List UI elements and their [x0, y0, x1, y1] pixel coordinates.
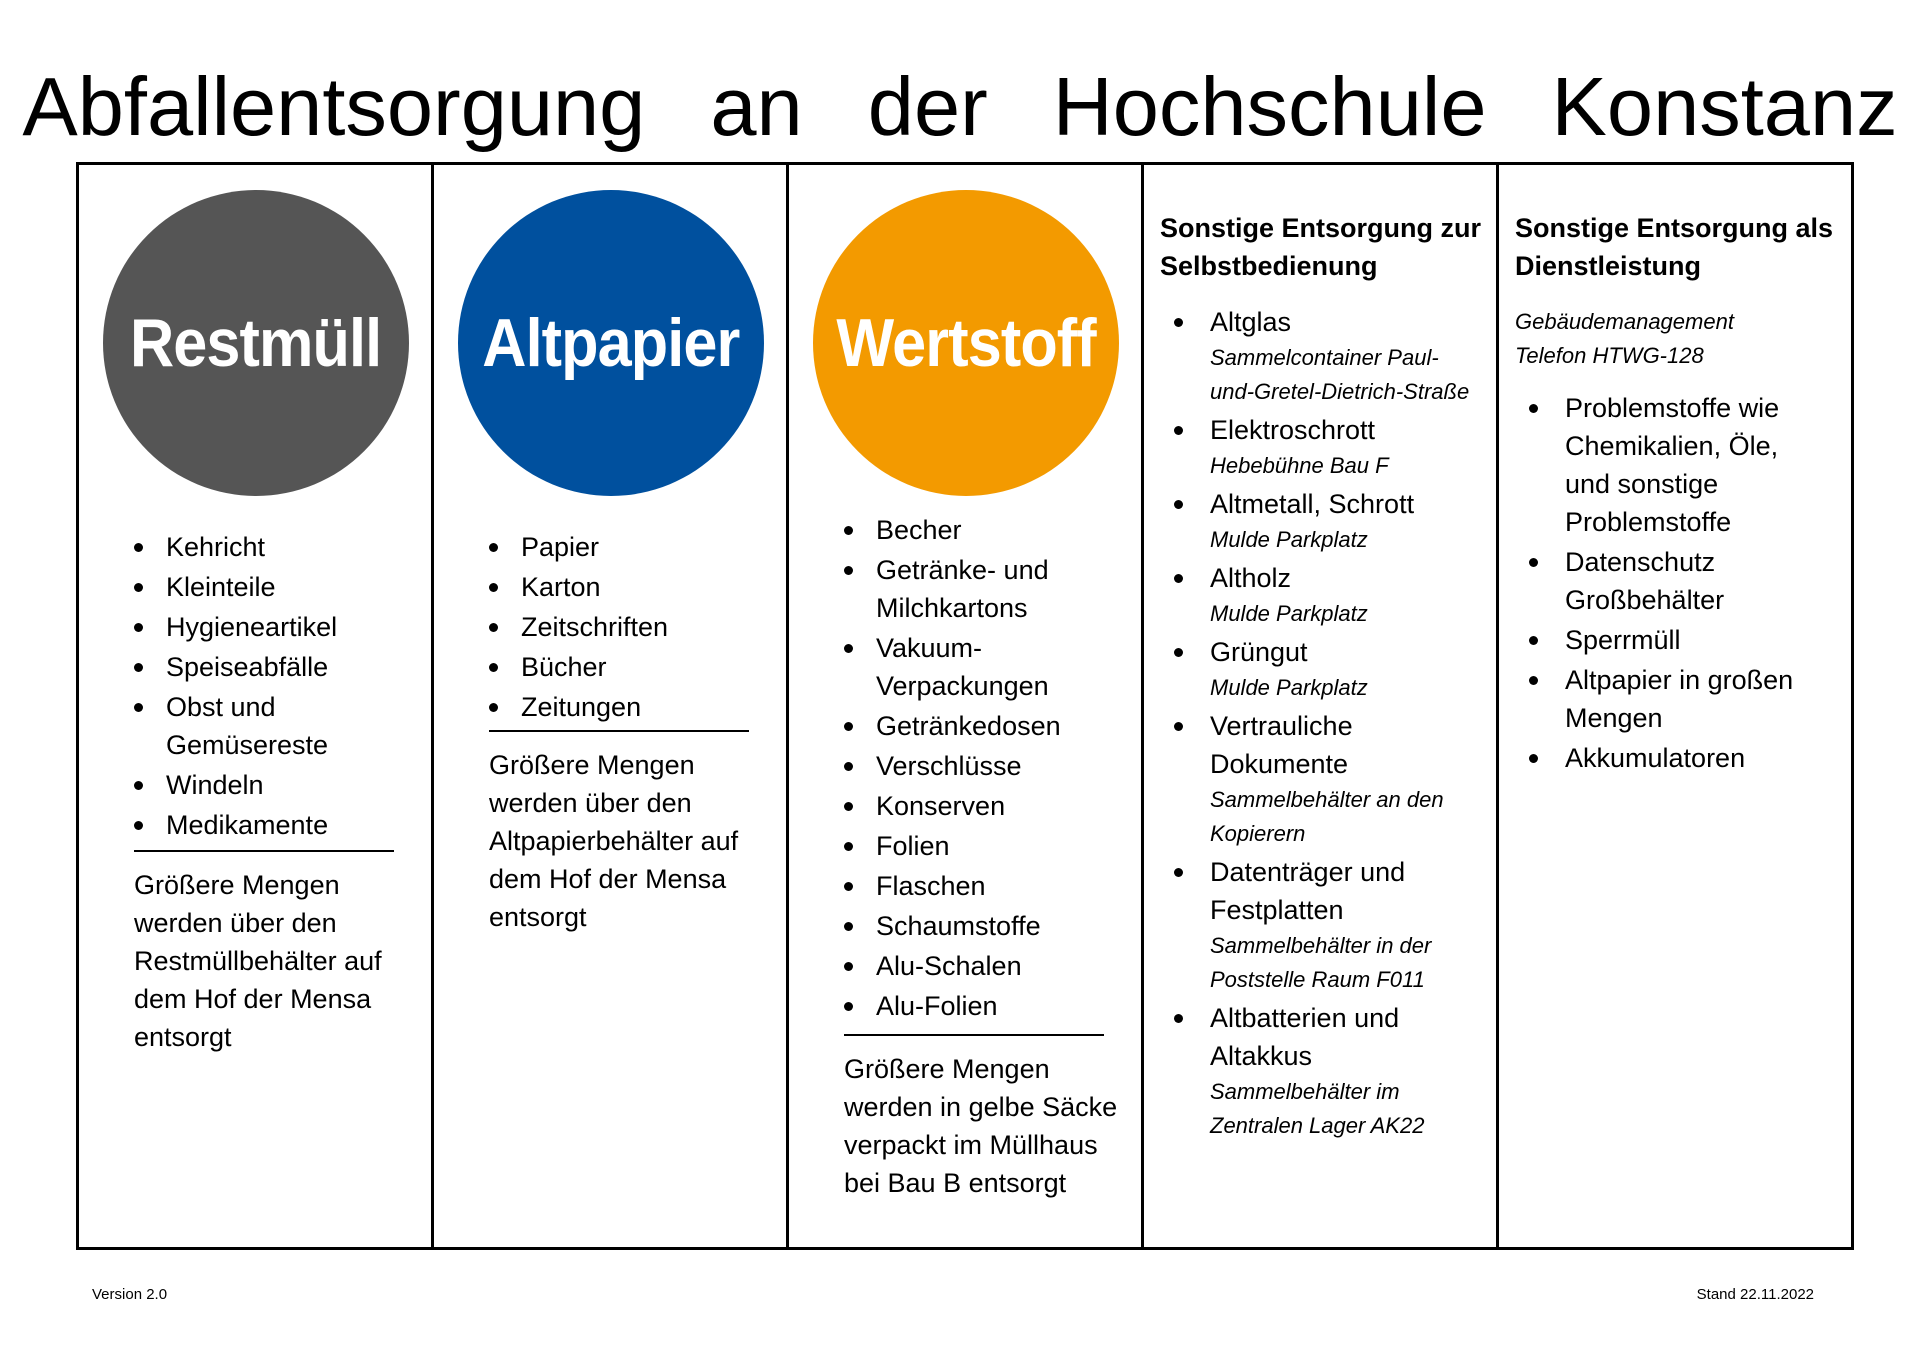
wertstoff-note: Größere Mengen werden in gelbe Säcke verpackt im Müllhaus bei Bau B entsorgt [844, 1054, 1118, 1198]
item-location: Mulde Parkplatz [1210, 601, 1368, 626]
list-item: Kleinteile [134, 568, 424, 606]
list-item: Papier [489, 528, 779, 566]
list-item: Kehricht [134, 528, 424, 566]
list-item [1174, 707, 1474, 851]
restmuell-list [134, 528, 424, 846]
item-location: Mulde Parkplatz [1210, 527, 1368, 552]
list-item: Zeitschriften [489, 608, 779, 646]
list-item: Altpapier in großen Mengen [1529, 661, 1829, 737]
wertstoff-circle [813, 190, 1119, 496]
item-name: Vertrauliche Dokumente [1210, 711, 1353, 779]
list-item: Windeln [134, 766, 424, 804]
list-item: Speiseabfälle [134, 648, 424, 686]
list-item: Getränkedosen [844, 707, 1134, 745]
dienstleistung-list [1529, 389, 1829, 779]
footer-date: Stand 22.11.2022 [1696, 1286, 1814, 1303]
list-item: Karton [489, 568, 779, 606]
item-name: Altmetall, Schrott [1210, 489, 1415, 519]
contact-department: Gebäudemanagement [1515, 309, 1734, 334]
item-name: Altholz [1210, 563, 1292, 593]
list-item: Folien [844, 827, 1134, 865]
item-name: Grüngut [1210, 637, 1308, 667]
selbstbedienung-heading: Sonstige Entsorgung zur Selbstbedienung [1160, 213, 1481, 281]
list-item [1174, 303, 1474, 409]
footer-version: Version 2.0 [92, 1286, 168, 1303]
item-name: Datenträger und Festplatten [1210, 857, 1406, 925]
divider [134, 850, 394, 852]
list-item: Datenschutz Großbehälter [1529, 543, 1829, 619]
list-item [1174, 411, 1474, 483]
altpapier-list [489, 528, 779, 728]
restmuell-circle [103, 190, 409, 496]
list-item [1174, 633, 1474, 705]
list-item: Zeitungen [489, 688, 779, 726]
list-item: Problemstoffe wie Chemikalien, Öle, und sonstige Problemstoffe [1529, 389, 1829, 541]
list-item [1174, 999, 1474, 1143]
column-wertstoff [786, 162, 1144, 1250]
altpapier-note: Größere Mengen werden über den Altpapierbehälter auf dem Hof der Mensa entsorgt [489, 750, 739, 932]
item-location: Hebebühne Bau F [1210, 453, 1389, 478]
list-item: Getränke- und Milchkartons [844, 551, 1134, 627]
item-location: Sammelbehälter im Zentralen Lager AK22 [1210, 1079, 1425, 1138]
list-item: Vakuum-Verpackungen [844, 629, 1134, 705]
column-restmuell [76, 162, 434, 1250]
list-item: Schaumstoffe [844, 907, 1134, 945]
dienstleistung-contact [1515, 305, 1835, 373]
list-item [1174, 559, 1474, 631]
list-item: Konserven [844, 787, 1134, 825]
list-item [1174, 485, 1474, 557]
list-item: Medikamente [134, 806, 424, 844]
list-item: Alu-Schalen [844, 947, 1134, 985]
list-item: Hygieneartikel [134, 608, 424, 646]
list-item: Alu-Folien [844, 987, 1134, 1025]
selbstbedienung-list [1174, 303, 1474, 1145]
item-location: Sammelbehälter in der Poststelle Raum F011 [1210, 933, 1432, 992]
item-name: Altglas [1210, 307, 1292, 337]
item-name: Elektroschrott [1210, 415, 1376, 445]
restmuell-note: Größere Mengen werden über den Restmüllbehälter auf dem Hof der Mensa entsorgt [134, 870, 382, 1052]
altpapier-label: Altpapier [482, 305, 740, 381]
column-selbstbedienung [1141, 162, 1499, 1250]
item-name: Altbatterien und Altakkus [1210, 1003, 1400, 1071]
list-item: Verschlüsse [844, 747, 1134, 785]
wertstoff-list [844, 511, 1134, 1027]
list-item: Akkumulatoren [1529, 739, 1829, 777]
list-item: Flaschen [844, 867, 1134, 905]
item-location: Sammelbehälter an den Kopierern [1210, 787, 1444, 846]
wertstoff-label: Wertstoff [836, 305, 1096, 381]
column-dienstleistung [1496, 162, 1854, 1250]
column-altpapier [431, 162, 789, 1250]
item-location: Mulde Parkplatz [1210, 675, 1368, 700]
restmuell-label: Restmüll [130, 305, 382, 381]
divider [489, 730, 749, 732]
list-item [1174, 853, 1474, 997]
item-location: Sammelcontainer Paul-und-Gretel-Dietrich-Straße [1210, 345, 1470, 404]
contact-phone: Telefon HTWG-128 [1515, 343, 1704, 368]
divider [844, 1034, 1104, 1036]
dienstleistung-heading: Sonstige Entsorgung als Dienstleistung [1515, 213, 1834, 281]
list-item: Sperrmüll [1529, 621, 1829, 659]
list-item: Obst und Gemüsereste [134, 688, 424, 764]
list-item: Bücher [489, 648, 779, 686]
list-item: Becher [844, 511, 1134, 549]
page-title: Abfallentsorgung an der Hochschule Konstanz [22, 60, 1898, 153]
altpapier-circle [458, 190, 764, 496]
